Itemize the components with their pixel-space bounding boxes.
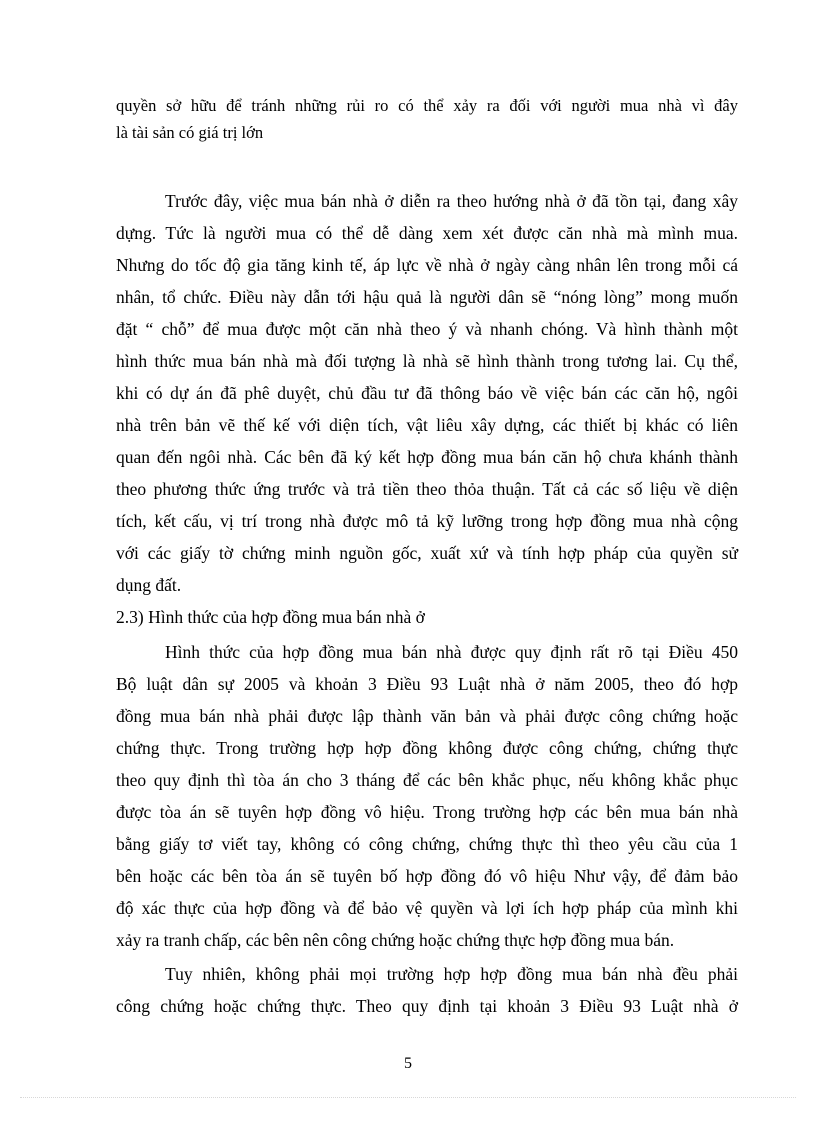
text-line: bằng giấy tơ viết tay, không có công chứng, chứng thực thì theo yêu cầu của 1 bbox=[116, 834, 738, 854]
text-line: đặt “ chỗ” để mua được một căn nhà theo ý và nhanh chóng. Và hình thành một bbox=[116, 319, 738, 339]
text-line: quyền sở hữu để tránh những rủi ro có thể xảy ra đối với người mua nhà vì đây bbox=[116, 96, 738, 115]
text-line: công chứng hoặc chứng thực. Theo quy định tại khoản 3 Điều 93 Luật nhà ở bbox=[116, 996, 738, 1016]
text-line: nhân, tổ chức. Điều này dẫn tới hậu quả là người dân sẽ “nóng lòng” mong muốn bbox=[116, 287, 738, 307]
text-line: quan đến ngôi nhà. Các bên đã ký kết hợp đồng mua bán căn hộ chưa khánh thành bbox=[116, 447, 738, 467]
text-line: chứng thực. Trong trường hợp hợp đồng không được công chứng, chứng thực bbox=[116, 738, 738, 758]
text-line: tích, kết cấu, vị trí trong nhà được mô tả kỹ lưỡng trong hợp đồng mua nhà cộng bbox=[116, 511, 738, 531]
paragraph-first-line: Trước đây, việc mua bán nhà ở diễn ra theo hướng nhà ở đã tồn tại, đang xây bbox=[165, 191, 738, 211]
text-line: dựng. Tức là người mua có thể dễ dàng xem xét được căn nhà mà mình mua. bbox=[116, 223, 738, 243]
text-line: bên hoặc các bên tòa án sẽ tuyên bố hợp đồng đó vô hiệu Như vậy, để đảm bảo bbox=[116, 866, 738, 886]
text-line: theo quy định thì tòa án cho 3 tháng để các bên khắc phục, nếu không khắc phục bbox=[116, 770, 738, 790]
section-heading: 2.3) Hình thức của hợp đồng mua bán nhà ở bbox=[116, 607, 425, 627]
text-line: hình thức mua bán nhà mà đối tượng là nhà sẽ hình thành trong tương lai. Cụ thể, bbox=[116, 351, 738, 371]
text-line: nhà trên bản vẽ thế kế với diện tích, vật liêu xây dựng, các thiết bị khác có liên bbox=[116, 415, 738, 435]
text-line: xảy ra tranh chấp, các bên nên công chứng hoặc chứng thực hợp đồng mua bán. bbox=[116, 930, 675, 950]
text-line: là tài sản có giá trị lớn bbox=[116, 123, 264, 142]
text-line: với các giấy tờ chứng minh nguồn gốc, xuất xứ và tính hợp pháp của quyền sử bbox=[116, 543, 738, 563]
text-line: Bộ luật dân sự 2005 và khoản 3 Điều 93 Luật nhà ở năm 2005, theo đó hợp bbox=[116, 674, 738, 694]
text-line: dụng đất. bbox=[116, 575, 182, 595]
text-line: được tòa án sẽ tuyên hợp đồng vô hiệu. Trong trường hợp các bên mua bán nhà bbox=[116, 802, 738, 822]
page-bottom-divider bbox=[20, 1097, 796, 1098]
paragraph-first-line: Hình thức của hợp đồng mua bán nhà được quy định rất rõ tại Điều 450 bbox=[165, 642, 738, 662]
text-line: theo phương thức ứng trước và trả tiền theo thỏa thuận. Tất cả các số liệu về diện bbox=[116, 479, 738, 499]
paragraph-first-line: Tuy nhiên, không phải mọi trường hợp hợp đồng mua bán nhà đều phải bbox=[165, 964, 738, 984]
text-line: đồng mua bán nhà phải được lập thành văn bản và phải được công chứng hoặc bbox=[116, 706, 738, 726]
text-line: Nhưng do tốc độ gia tăng kinh tế, áp lực về nhà ở ngày càng nhân lên trong mỗi cá bbox=[116, 255, 738, 275]
text-line: khi có dự án đã phê duyệt, chủ đầu tư đã thông báo về việc bán các căn hộ, ngôi bbox=[116, 383, 738, 403]
page-number: 5 bbox=[404, 1055, 412, 1072]
text-line: độ xác thực của hợp đồng và để bảo vệ quyền và lợi ích hợp pháp của mình khi bbox=[116, 898, 738, 918]
